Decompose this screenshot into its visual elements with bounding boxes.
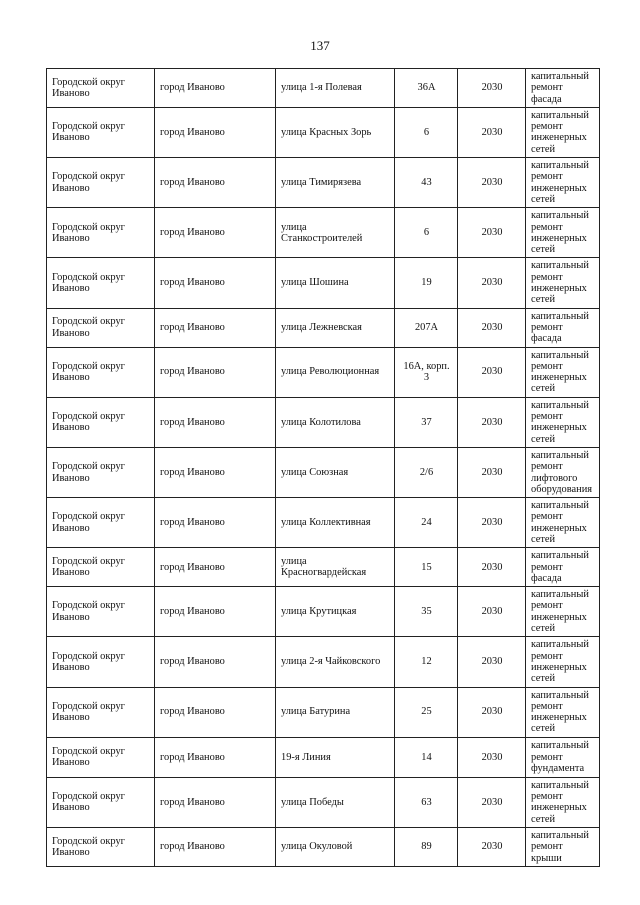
street-cell: улица Окуловой	[276, 827, 395, 866]
district-cell: Городской округ Иваново	[47, 347, 155, 397]
city-cell: город Иваново	[155, 777, 276, 827]
year-cell: 2030	[458, 737, 526, 777]
house-number-cell: 43	[395, 158, 458, 208]
work-type-cell: капитальный ремонт фундамента	[526, 737, 600, 777]
work-type-cell: капитальный ремонт фасада	[526, 308, 600, 347]
street-cell: улица Крутицкая	[276, 587, 395, 637]
district-cell: Городской округ Иваново	[47, 777, 155, 827]
city-cell: город Иваново	[155, 208, 276, 258]
year-cell: 2030	[458, 208, 526, 258]
city-cell: город Иваново	[155, 447, 276, 497]
city-cell: город Иваново	[155, 548, 276, 587]
work-type-cell: капитальный ремонт инженерных сетей	[526, 397, 600, 447]
table-row	[47, 447, 600, 497]
year-cell: 2030	[458, 548, 526, 587]
house-number-cell: 207А	[395, 308, 458, 347]
table-row	[47, 308, 600, 347]
table-row	[47, 158, 600, 208]
street-cell: 19-я Линия	[276, 737, 395, 777]
table-row	[47, 69, 600, 108]
year-cell: 2030	[458, 69, 526, 108]
city-cell: город Иваново	[155, 737, 276, 777]
district-cell: Городской округ Иваново	[47, 107, 155, 157]
table-row	[47, 208, 600, 258]
street-cell: улица Победы	[276, 777, 395, 827]
district-cell: Городской округ Иваново	[47, 208, 155, 258]
house-number-cell: 6	[395, 107, 458, 157]
work-type-cell: капитальный ремонт инженерных сетей	[526, 637, 600, 687]
year-cell: 2030	[458, 687, 526, 737]
work-type-cell: капитальный ремонт крыши	[526, 827, 600, 866]
house-number-cell: 24	[395, 498, 458, 548]
table-row	[47, 258, 600, 308]
district-cell: Городской округ Иваново	[47, 308, 155, 347]
table-row	[47, 777, 600, 827]
work-type-cell: капитальный ремонт инженерных сетей	[526, 208, 600, 258]
year-cell: 2030	[458, 447, 526, 497]
district-cell: Городской округ Иваново	[47, 447, 155, 497]
city-cell: город Иваново	[155, 827, 276, 866]
street-cell: улица Станкостроителей	[276, 208, 395, 258]
house-number-cell: 19	[395, 258, 458, 308]
city-cell: город Иваново	[155, 258, 276, 308]
house-number-cell: 2/6	[395, 447, 458, 497]
work-type-cell: капитальный ремонт инженерных сетей	[526, 498, 600, 548]
city-cell: город Иваново	[155, 687, 276, 737]
table-row	[47, 548, 600, 587]
district-cell: Городской округ Иваново	[47, 637, 155, 687]
table-row	[47, 827, 600, 866]
table-row	[47, 737, 600, 777]
house-number-cell: 25	[395, 687, 458, 737]
year-cell: 2030	[458, 308, 526, 347]
work-type-cell: капитальный ремонт инженерных сетей	[526, 687, 600, 737]
district-cell: Городской округ Иваново	[47, 548, 155, 587]
street-cell: улица Колотилова	[276, 397, 395, 447]
table-row	[47, 687, 600, 737]
building-repair-table	[46, 68, 600, 867]
work-type-cell: капитальный ремонт инженерных сетей	[526, 347, 600, 397]
house-number-cell: 6	[395, 208, 458, 258]
street-cell: улица Красных Зорь	[276, 107, 395, 157]
city-cell: город Иваново	[155, 308, 276, 347]
table-row	[47, 637, 600, 687]
table-row	[47, 498, 600, 548]
district-cell: Городской округ Иваново	[47, 737, 155, 777]
work-type-cell: капитальный ремонт инженерных сетей	[526, 258, 600, 308]
year-cell: 2030	[458, 397, 526, 447]
year-cell: 2030	[458, 827, 526, 866]
city-cell: город Иваново	[155, 107, 276, 157]
year-cell: 2030	[458, 258, 526, 308]
street-cell: улица Тимирязева	[276, 158, 395, 208]
district-cell: Городской округ Иваново	[47, 397, 155, 447]
city-cell: город Иваново	[155, 158, 276, 208]
city-cell: город Иваново	[155, 397, 276, 447]
house-number-cell: 16А, корп. 3	[395, 347, 458, 397]
district-cell: Городской округ Иваново	[47, 258, 155, 308]
year-cell: 2030	[458, 498, 526, 548]
house-number-cell: 36А	[395, 69, 458, 108]
street-cell: улица Батурина	[276, 687, 395, 737]
house-number-cell: 12	[395, 637, 458, 687]
street-cell: улица 1-я Полевая	[276, 69, 395, 108]
work-type-cell: капитальный ремонт лифтового оборудования	[526, 447, 600, 497]
street-cell: улица Коллективная	[276, 498, 395, 548]
house-number-cell: 15	[395, 548, 458, 587]
house-number-cell: 89	[395, 827, 458, 866]
city-cell: город Иваново	[155, 587, 276, 637]
district-cell: Городской округ Иваново	[47, 498, 155, 548]
street-cell: улица Красногвардейская	[276, 548, 395, 587]
year-cell: 2030	[458, 107, 526, 157]
house-number-cell: 63	[395, 777, 458, 827]
house-number-cell: 35	[395, 587, 458, 637]
table-row	[47, 397, 600, 447]
district-cell: Городской округ Иваново	[47, 69, 155, 108]
page-number: 137	[310, 38, 330, 53]
street-cell: улица Шошина	[276, 258, 395, 308]
work-type-cell: капитальный ремонт фасада	[526, 548, 600, 587]
table-body	[47, 69, 600, 867]
work-type-cell: капитальный ремонт инженерных сетей	[526, 158, 600, 208]
city-cell: город Иваново	[155, 69, 276, 108]
district-cell: Городской округ Иваново	[47, 158, 155, 208]
work-type-cell: капитальный ремонт инженерных сетей	[526, 587, 600, 637]
work-type-cell: капитальный ремонт фасада	[526, 69, 600, 108]
year-cell: 2030	[458, 347, 526, 397]
house-number-cell: 37	[395, 397, 458, 447]
city-cell: город Иваново	[155, 637, 276, 687]
table-row	[47, 107, 600, 157]
street-cell: улица Союзная	[276, 447, 395, 497]
year-cell: 2030	[458, 587, 526, 637]
work-type-cell: капитальный ремонт инженерных сетей	[526, 107, 600, 157]
year-cell: 2030	[458, 158, 526, 208]
work-type-cell: капитальный ремонт инженерных сетей	[526, 777, 600, 827]
district-cell: Городской округ Иваново	[47, 687, 155, 737]
street-cell: улица 2-я Чайковского	[276, 637, 395, 687]
table-row	[47, 347, 600, 397]
year-cell: 2030	[458, 637, 526, 687]
city-cell: город Иваново	[155, 498, 276, 548]
district-cell: Городской округ Иваново	[47, 587, 155, 637]
city-cell: город Иваново	[155, 347, 276, 397]
year-cell: 2030	[458, 777, 526, 827]
house-number-cell: 14	[395, 737, 458, 777]
district-cell: Городской округ Иваново	[47, 827, 155, 866]
street-cell: улица Лежневская	[276, 308, 395, 347]
street-cell: улица Революционная	[276, 347, 395, 397]
table-row	[47, 587, 600, 637]
